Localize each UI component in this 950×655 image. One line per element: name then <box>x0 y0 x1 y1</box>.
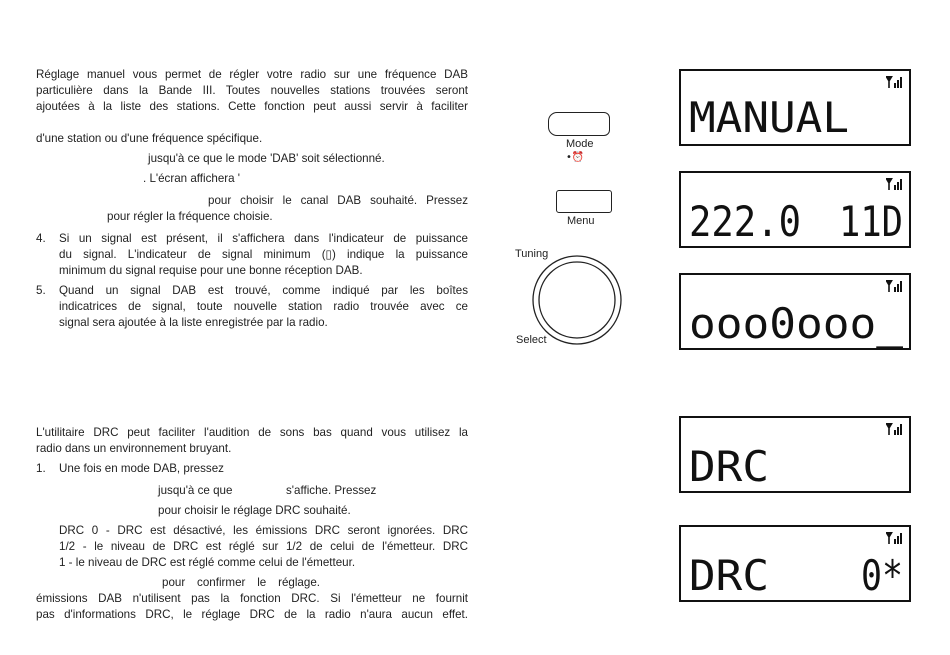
item5-line-1: Quand un signal DAB est trouvé, comme indiqué par les boîtes <box>59 284 468 297</box>
drc-note-line-2: pas d'informations DRC, le réglage DRC de la radio n'aura aucun effet. <box>36 608 468 621</box>
lcd-drc <box>679 416 911 493</box>
manual-step-3b: pour régler la fréquence choisie. <box>107 210 273 223</box>
lcd-scan <box>679 273 911 350</box>
drc-confirm: pour confirmer le réglage. <box>162 576 320 589</box>
item4-line-1: Si un signal est présent, il s'affichera dans l'indicateur de puissance <box>59 232 468 245</box>
signal-icon <box>886 76 902 88</box>
alarm-icon: •⏰ <box>566 152 585 163</box>
menu-button-label: Menu <box>567 215 595 227</box>
drc-desc-line-1: DRC 0 - DRC est désactivé, les émissions DRC seront ignorées. DRC <box>59 524 468 537</box>
lcd-drc-text <box>689 441 905 491</box>
drc-desc-line-3: 1 - le niveau de DRC est réglé comme celui de l'émetteur. <box>59 556 356 569</box>
drc-level: 0* <box>861 551 903 600</box>
signal-icon <box>886 280 902 292</box>
item-number: 4. <box>36 232 46 245</box>
item4-line-3: minimum du signal requise pour une bonne réception DAB. <box>59 264 363 277</box>
lcd-drc-value-text <box>689 550 905 600</box>
signal-icon <box>886 178 902 190</box>
manual-para-line-3: ajoutées à la liste des stations. Cette fonction peut aussi servir à faciliter <box>36 100 468 113</box>
drc-line-b: pour choisir le réglage DRC souhaité. <box>158 504 351 517</box>
manual-para-line-2: particulière dans la Bande III. Toutes nouvelles stations trouvées seront <box>36 84 468 97</box>
lcd-drc-value <box>679 525 911 602</box>
manual-para-end: d'une station ou d'une fréquence spécifique. <box>36 132 263 145</box>
frequency-value: 222.0 <box>689 197 801 246</box>
item-number: 1. <box>36 462 46 475</box>
signal-icon <box>886 423 902 435</box>
drc-note-line-1: émissions DAB n'utilisent pas la fonction DRC. Si l'émetteur ne fournit <box>36 592 468 605</box>
select-label: Select <box>516 334 547 346</box>
lcd-scan-text <box>689 298 905 348</box>
lcd-manual-text <box>689 93 905 142</box>
manual-step-2: . L'écran affichera ' <box>143 172 241 185</box>
drc-desc-line-2: 1/2 - le niveau de DRC est réglé sur 1/2 de celui de l'émetteur. DRC <box>59 540 468 553</box>
item5-line-3: signal sera ajoutée à la liste enregistrée par la radio. <box>59 316 328 329</box>
drc-intro-line-2: radio dans un environnement bruyant. <box>36 442 232 455</box>
svg-text:MANUAL: MANUAL <box>689 93 849 142</box>
tuning-select-knob[interactable] <box>524 248 624 348</box>
drc-item1: Une fois en mode DAB, pressez <box>59 462 224 475</box>
menu-button[interactable] <box>556 190 612 213</box>
item5-line-2: indicatrices de signal, toute nouvelle station radio trouvée avec ce <box>59 300 468 313</box>
drc-label: DRC <box>689 551 769 600</box>
drc-line-a2: s'affiche. Pressez <box>286 484 377 497</box>
item-number: 5. <box>36 284 46 297</box>
svg-text:DRC: DRC <box>689 442 769 491</box>
mode-button[interactable] <box>548 112 610 136</box>
drc-line-a1: jusqu'à ce que <box>158 484 233 497</box>
mode-button-label: Mode <box>566 138 594 150</box>
lcd-frequency-text <box>689 196 905 246</box>
channel-value: 11D <box>839 197 903 246</box>
manual-para-line-1: Réglage manuel vous permet de régler votre radio sur une fréquence DAB <box>36 68 468 81</box>
lcd-frequency <box>679 171 911 248</box>
drc-intro-line-1: L'utilitaire DRC peut faciliter l'audition de sons bas quand vous utilisez la <box>36 426 468 439</box>
manual-step-1: jusqu'à ce que le mode 'DAB' soit sélectionné. <box>148 152 385 165</box>
manual-step-3a: pour choisir le canal DAB souhaité. Pressez <box>208 194 468 207</box>
lcd-manual <box>679 69 911 146</box>
svg-text:ooo0ooo_: ooo0ooo_ <box>689 299 904 348</box>
item4-line-2: du signal. L'indicateur de signal minimum (▯) indique la puissance <box>59 248 468 261</box>
tuning-label: Tuning <box>515 248 549 260</box>
signal-icon <box>886 532 902 544</box>
